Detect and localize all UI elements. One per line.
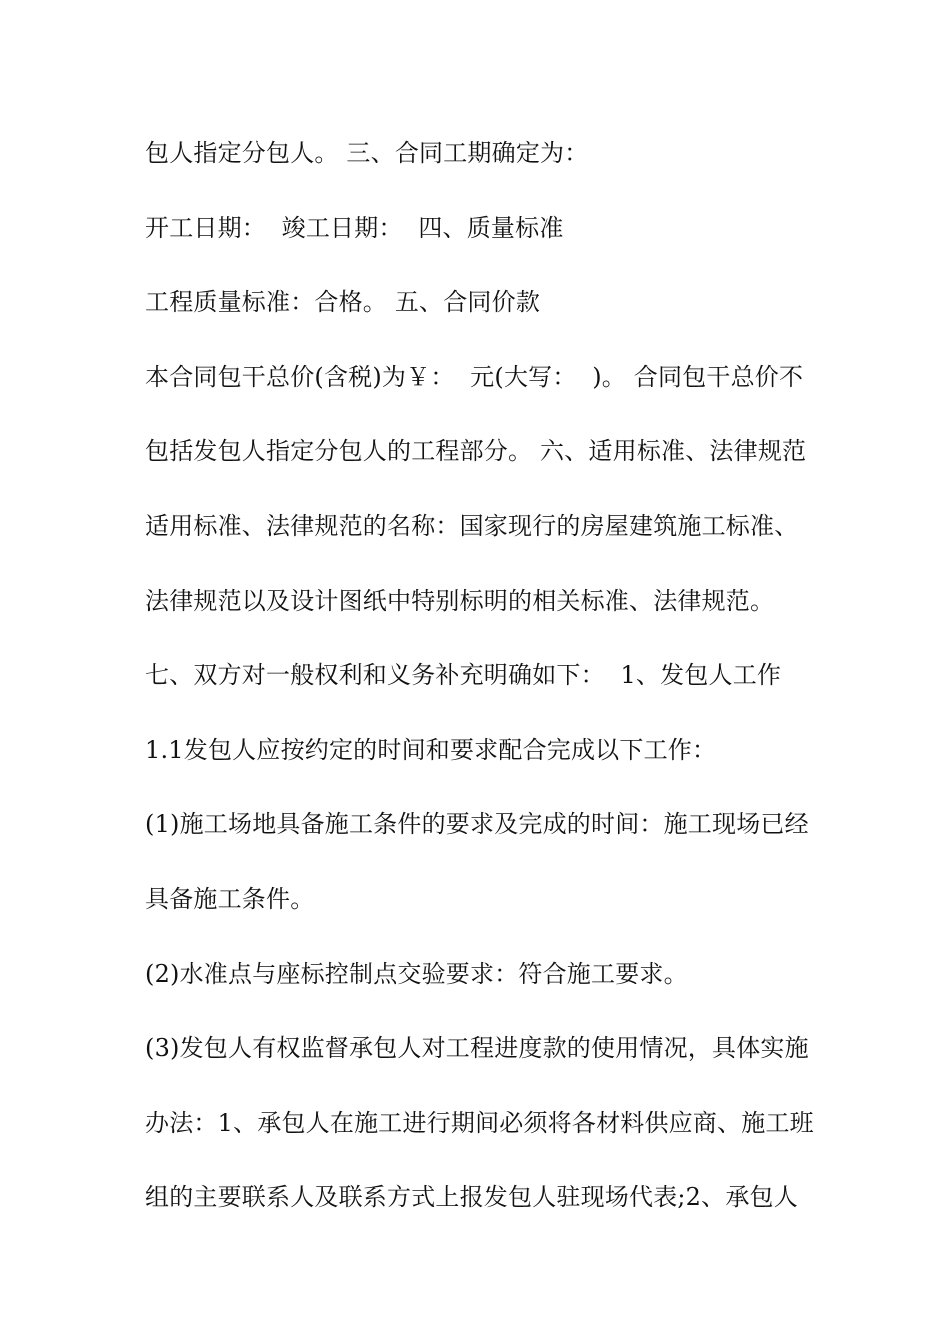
text-line-9: 1.1发包人应按约定的时间和要求配合完成以下工作： bbox=[145, 735, 717, 764]
contract-text bbox=[145, 128, 825, 1247]
text-line-2: 开工日期： 竣工日期： 四、质量标准 bbox=[145, 213, 564, 242]
text-line-11: 具备施工条件。 bbox=[145, 884, 315, 913]
text-line-4: 本合同包干总价(含税)为￥： 元(大写： )。 合同包干总价不 bbox=[145, 362, 804, 391]
text-line-1: 包人指定分包人。 三、合同工期确定为： bbox=[145, 139, 589, 167]
text-line-3: 工程质量标准：合格。 五、合同价款 bbox=[145, 288, 541, 317]
text-line-7: 法律规范以及设计图纸中特别标明的相关标准、法律规范。 bbox=[145, 586, 775, 615]
text-line-13: (3)发包人有权监督承包人对工程进度款的使用情况，具体实施 bbox=[145, 1034, 809, 1063]
text-line-14: 办法：1、承包人在施工进行期间必须将各材料供应商、施工班 bbox=[145, 1108, 814, 1137]
text-line-15: 组的主要联系人及联系方式上报发包人驻现场代表;2、承包人 bbox=[145, 1183, 798, 1212]
text-line-5: 包括发包人指定分包人的工程部分。 六、适用标准、法律规范 bbox=[145, 437, 807, 466]
text-line-12: (2)水准点与座标控制点交验要求：符合施工要求。 bbox=[145, 959, 688, 988]
text-line-10: (1)施工场地具备施工条件的要求及完成的时间：施工现场已经 bbox=[145, 810, 809, 839]
text-line-8: 七、双方对一般权利和义务补充明确如下： 1、发包人工作 bbox=[145, 661, 782, 690]
text-line-6: 适用标准、法律规范的名称：国家现行的房屋建筑施工标准、 bbox=[145, 511, 799, 540]
